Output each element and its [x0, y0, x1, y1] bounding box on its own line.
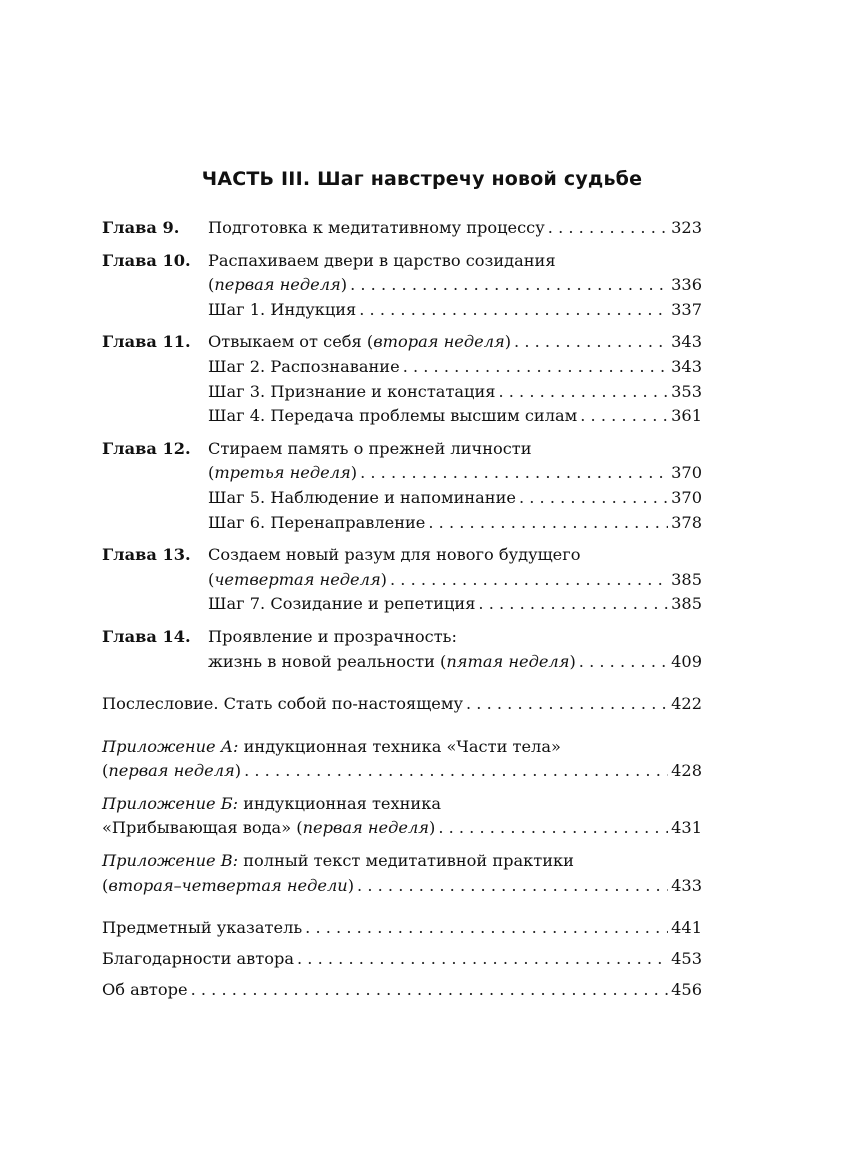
dot-leader: [438, 816, 668, 841]
chapter-block: [102, 543, 702, 617]
entry-text: Шаг 3. Признание и констатация: [208, 381, 496, 401]
toc-line: [102, 404, 702, 429]
entry-text: Послесловие. Стать собой по-настоящему: [102, 694, 463, 714]
toc-line: [102, 650, 702, 675]
dot-leader: [403, 355, 668, 380]
toc-line: [102, 592, 702, 617]
dot-leader: [350, 273, 668, 298]
entry-content: [102, 816, 702, 841]
entry-text: ): [569, 651, 576, 671]
entry-title: [102, 849, 574, 874]
toc-line: [102, 692, 702, 717]
chapter-block: [102, 249, 702, 323]
entry-title: [208, 486, 516, 511]
dot-leader: [191, 978, 669, 1003]
toc-line: [102, 759, 702, 784]
entry-italic-text: первая неделя: [302, 818, 429, 838]
chapter-label: Глава 14.: [102, 626, 191, 646]
table-of-contents: [102, 216, 702, 1009]
page-number: 353: [671, 381, 702, 401]
entry-title: [208, 650, 576, 675]
entry-text: Создаем новый разум для нового будущего: [208, 545, 581, 565]
dot-leader: [360, 461, 668, 486]
page-number: 343: [671, 332, 702, 352]
toc-line: [102, 916, 702, 947]
page-number: 433: [671, 875, 702, 895]
entry-content: [102, 978, 702, 1003]
entry-title: [102, 874, 354, 899]
entry-content: [208, 511, 702, 536]
entry-italic-text: Приложение А:: [102, 736, 239, 756]
page-number: 370: [671, 463, 702, 483]
dot-leader: [390, 568, 668, 593]
dot-leader: [244, 759, 668, 784]
entry-italic-text: пятая неделя: [446, 651, 570, 671]
dot-leader: [579, 650, 668, 675]
entry-content: [208, 461, 702, 486]
entry-content: [102, 692, 702, 717]
dot-leader: [297, 947, 668, 972]
entry-title: [208, 543, 580, 568]
dot-leader: [498, 380, 668, 405]
page-number: 409: [671, 651, 702, 671]
entry-text: «Прибывающая вода» (: [102, 818, 303, 838]
entry-text: Стираем память о прежней личности: [208, 438, 532, 458]
dot-leader: [580, 404, 668, 429]
page-number: 343: [671, 356, 702, 376]
entry-content: [102, 916, 702, 941]
appendix-block: [102, 849, 702, 898]
dot-leader: [514, 330, 668, 355]
page-number: 441: [671, 918, 702, 938]
page-number: 378: [671, 512, 702, 532]
entry-title: [208, 568, 387, 593]
page-number: 385: [671, 594, 702, 614]
entry-title: [102, 947, 294, 972]
appendix-block: [102, 792, 702, 841]
entry-content: [208, 216, 702, 241]
entry-title: [208, 437, 532, 462]
entry-italic-text: третья неделя: [214, 463, 351, 483]
entry-title: [208, 511, 425, 536]
entry-content: [208, 568, 702, 593]
dot-leader: [548, 216, 668, 241]
entry-text: индукционная техника: [238, 793, 441, 813]
entry-title: [208, 249, 556, 274]
entry-content: [102, 874, 702, 899]
entry-title: [102, 978, 188, 1003]
page-number: 323: [671, 218, 702, 237]
dot-leader: [357, 874, 668, 899]
toc-line: [102, 249, 702, 274]
entry-title: [102, 735, 561, 760]
toc-line: [102, 849, 702, 874]
entry-italic-text: Приложение Б:: [102, 793, 239, 813]
dot-leader: [466, 692, 668, 717]
toc-line: [102, 543, 702, 568]
entry-content: [102, 792, 702, 817]
entry-content: [208, 486, 702, 511]
toc-line: [102, 568, 702, 593]
chapter-label: Глава 12.: [102, 438, 191, 458]
page-number: 336: [671, 275, 702, 295]
entry-italic-text: первая неделя: [214, 275, 341, 295]
entry-content: [208, 625, 702, 650]
dot-leader: [428, 511, 668, 536]
entry-text: Об авторе: [102, 980, 188, 1000]
entry-title: [102, 792, 441, 817]
page-number: 337: [671, 299, 702, 319]
entry-text: Шаг 2. Распознавание: [208, 356, 400, 376]
toc-line: [102, 978, 702, 1009]
page-number: 385: [671, 569, 702, 589]
entry-text: ): [347, 875, 355, 895]
entry-content: [102, 735, 702, 760]
entry-title: [208, 461, 357, 486]
entry-title: [208, 330, 511, 355]
page-number: 422: [671, 694, 702, 714]
entry-text: (: [208, 275, 215, 295]
entry-content: [208, 355, 702, 380]
page-number: 428: [671, 761, 702, 781]
entry-text: Шаг 4. Передача проблемы высшим силам: [208, 406, 578, 426]
entry-italic-text: вторая–четвертая недели: [108, 875, 348, 895]
entry-content: [208, 249, 702, 274]
chapter-block: [102, 216, 702, 241]
entry-text: индукционная техника «Части тела»: [238, 736, 561, 756]
toc-line: [102, 355, 702, 380]
page-number: 361: [671, 406, 702, 426]
appendix-block: [102, 735, 702, 784]
entry-text: Распахиваем двери в царство созидания: [208, 250, 556, 270]
entry-text: Шаг 6. Перенаправление: [208, 512, 426, 532]
entry-text: Шаг 7. Созидание и репетиция: [208, 594, 476, 614]
entry-text: (: [208, 463, 215, 483]
chapter-label: Глава 13.: [102, 545, 191, 565]
entry-title: [208, 273, 347, 298]
dot-leader: [359, 298, 668, 323]
entry-content: [208, 380, 702, 405]
part-title: ЧАСТЬ III. Шаг навстречу новой судьбе: [201, 168, 643, 190]
entry-title: [102, 816, 435, 841]
entry-text: Отвыкаем от себя (: [208, 332, 374, 352]
chapter-block: [102, 437, 702, 535]
entry-text: жизнь в новой реальности (: [208, 651, 447, 671]
page-number: 431: [671, 818, 702, 838]
entry-content: [102, 849, 702, 874]
toc-line: [102, 874, 702, 899]
toc-line: [102, 947, 702, 978]
toc-line: [102, 330, 702, 355]
entry-text: полный текст медитативной практики: [238, 851, 574, 871]
entry-title: [102, 759, 241, 784]
entry-italic-text: четвертая неделя: [214, 569, 381, 589]
toc-line: [102, 735, 702, 760]
toc-line: [102, 461, 702, 486]
entry-title: [102, 692, 463, 717]
entry-text: ): [504, 332, 512, 352]
chapter-block: [102, 330, 702, 428]
chapter-block: [102, 625, 702, 674]
entry-title: [208, 625, 457, 650]
entry-title: [208, 355, 400, 380]
entry-text: ): [350, 463, 358, 483]
entry-text: Шаг 1. Индукция: [208, 299, 357, 319]
entry-text: (: [102, 875, 109, 895]
entry-text: ): [340, 275, 348, 295]
entry-content: [208, 650, 702, 675]
entry-content: [208, 592, 702, 617]
entry-title: [102, 916, 302, 941]
entry-title: [208, 380, 495, 405]
entry-title: [208, 216, 545, 241]
entry-text: Проявление и прозрачность:: [208, 626, 457, 646]
entry-text: (: [102, 761, 109, 781]
toc-line: [102, 625, 702, 650]
toc-line: [102, 437, 702, 462]
toc-line: [102, 216, 702, 241]
chapter-label: Глава 9.: [102, 218, 180, 237]
toc-line: [102, 298, 702, 323]
toc-line: [102, 792, 702, 817]
entry-text: Предметный указатель: [102, 918, 303, 938]
page-number: 456: [671, 980, 702, 1000]
entry-content: [208, 543, 702, 568]
page-number: 453: [671, 949, 702, 969]
dot-leader: [519, 486, 668, 511]
afterword-block: [102, 692, 702, 717]
toc-line: [102, 273, 702, 298]
toc-line: [102, 511, 702, 536]
entry-text: Благодарности автора: [102, 949, 295, 969]
entry-text: (: [208, 569, 215, 589]
entry-content: [208, 330, 702, 355]
entry-text: Шаг 5. Наблюдение и напоминание: [208, 487, 516, 507]
entry-content: [102, 947, 702, 972]
dot-leader: [305, 916, 668, 941]
entry-title: [208, 298, 356, 323]
toc-line: [102, 816, 702, 841]
entry-title: [208, 404, 577, 429]
entry-italic-text: вторая неделя: [373, 332, 505, 352]
chapter-label: Глава 11.: [102, 332, 191, 352]
entry-text: Подготовка к медитативному процессу: [208, 218, 545, 237]
entry-text: ): [380, 569, 387, 589]
entry-italic-text: Приложение В:: [102, 851, 239, 871]
entry-text: ): [428, 818, 436, 838]
entry-italic-text: первая неделя: [108, 761, 235, 781]
toc-line: [102, 380, 702, 405]
entry-content: [208, 437, 702, 462]
entry-content: [208, 404, 702, 429]
entry-title: [208, 592, 475, 617]
dot-leader: [478, 592, 668, 617]
entry-content: [102, 759, 702, 784]
entry-content: [208, 298, 702, 323]
page-number: 370: [671, 487, 702, 507]
back-matter-block: [102, 916, 702, 1009]
toc-line: [102, 486, 702, 511]
entry-content: [208, 273, 702, 298]
chapter-label: Глава 10.: [102, 250, 191, 270]
entry-text: ): [234, 761, 242, 781]
